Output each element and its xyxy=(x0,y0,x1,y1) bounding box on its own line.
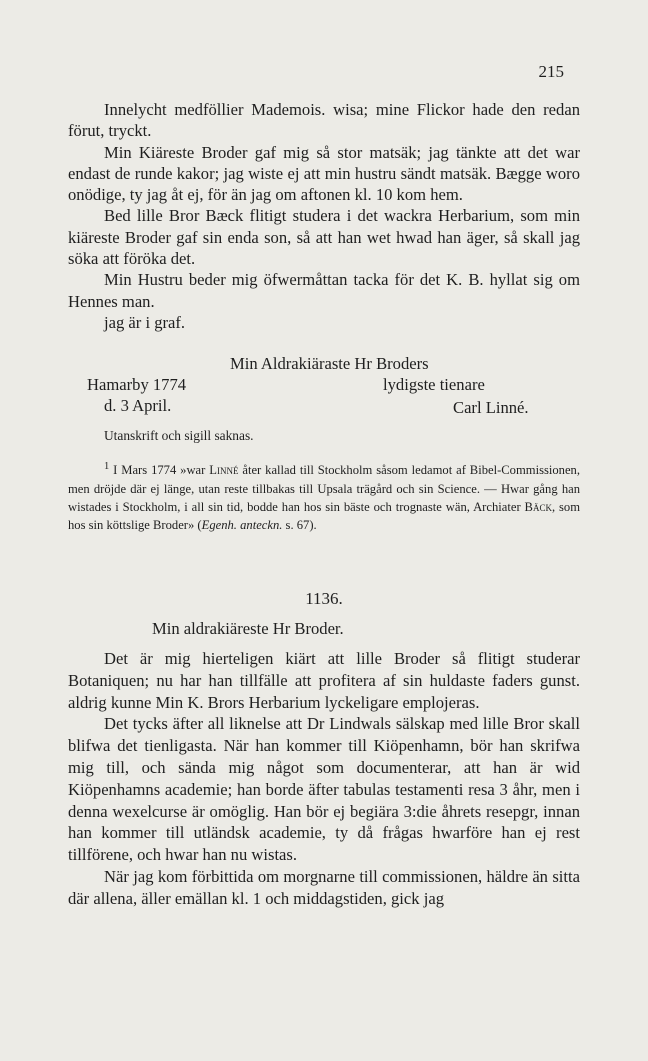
unsigned-note: Utanskrift och sigill saknas. xyxy=(104,428,254,443)
paragraph: Min Hustru beder mig öfwermåttan tacka för det K. B. hyllat sig om Hennes man. xyxy=(68,270,580,311)
paragraph: Det är mig hierteligen kiärt att lille Broder så flitigt studerar Botaniquen; nu har han tillfälle att profitera af sin huldaste faders gunst. aldrig kunne Min K. Brors Herbarium lyckeligare emplojeras. xyxy=(68,649,580,712)
closing-line-1: Min Aldrakiäraste Hr Broders xyxy=(230,354,429,373)
paragraph: jag är i graf. xyxy=(104,312,186,332)
page-number: 215 xyxy=(538,62,564,81)
footnote xyxy=(68,458,580,535)
letter-number: 1136. xyxy=(305,589,343,608)
paragraph: När jag kom förbittida om morgnarne till commissionen, häldre än sitta där allena, äller emällan kl. 1 och middagstiden, gick jag xyxy=(68,866,580,908)
footnote-marker: 1 xyxy=(104,461,110,472)
paragraph: Min Kiäreste Broder gaf mig så stor matsäk; jag tänkte att det war endast de runde kakor; jag wiste ej att min hustru sändt matsäk. Bægge woro onödige, ty jag åt ej, för än jag om aftonen kl. 10 kom hem. xyxy=(68,142,580,205)
date-day: d. 3 April. xyxy=(104,396,172,415)
paragraph: Det tycks äfter all liknelse att Dr Lindwals sälskap med lille Bror skall blifwa det tienligasta. När han kommer till Kiöpenhamn, bör han skrifwa mig till, och sända mig något som documenterar, att han är wid Kiöpenhamns academie; han borde äfter tabulas testamenti resa 3 åhr, men i denna wexelcurse är omöglig. Han bör ej begiära 3:die åhrets resepgr, innan han kommer till utländsk academie, ty då frågas hwarföre han ej rest tillförene, och hwar han nu wistas. xyxy=(68,714,580,865)
paragraph: Bed lille Bror Bæck flitigt studera i det wackra Herbarium, som min kiäreste Broder gaf sin enda son, så att han wet hwad han äger, så skall jag söka att föröka det. xyxy=(68,206,580,269)
letter-continuation xyxy=(68,99,580,333)
footnote-text: $^1$ I Mars 1774 »war Linné åter kallad till Stockholm såsom ledamot af Bibel-Commissionen, men dröjde där ej länge, utan reste tillbakas till Upsala trägård och sin Science. — Hwar gång han wistades i Stockholm, i all sin tid, bodde han hos sin bäste och trognaste wän, Archiater Bäck, som hos sin köttslige Broder» (Egenh. anteckn. s. 67). xyxy=(68,461,581,533)
closing-line-2: lydigste tienare xyxy=(383,375,485,394)
place-date: Hamarby 1774 xyxy=(87,375,187,394)
paragraph: Innelycht medföllier Mademois. wisa; mine Flickor hade den redan förut, tryckt. xyxy=(68,100,580,141)
signature: Carl Linné. xyxy=(453,398,529,417)
letter-body xyxy=(68,648,580,910)
salutation: Min aldrakiäreste Hr Broder. xyxy=(152,619,344,638)
